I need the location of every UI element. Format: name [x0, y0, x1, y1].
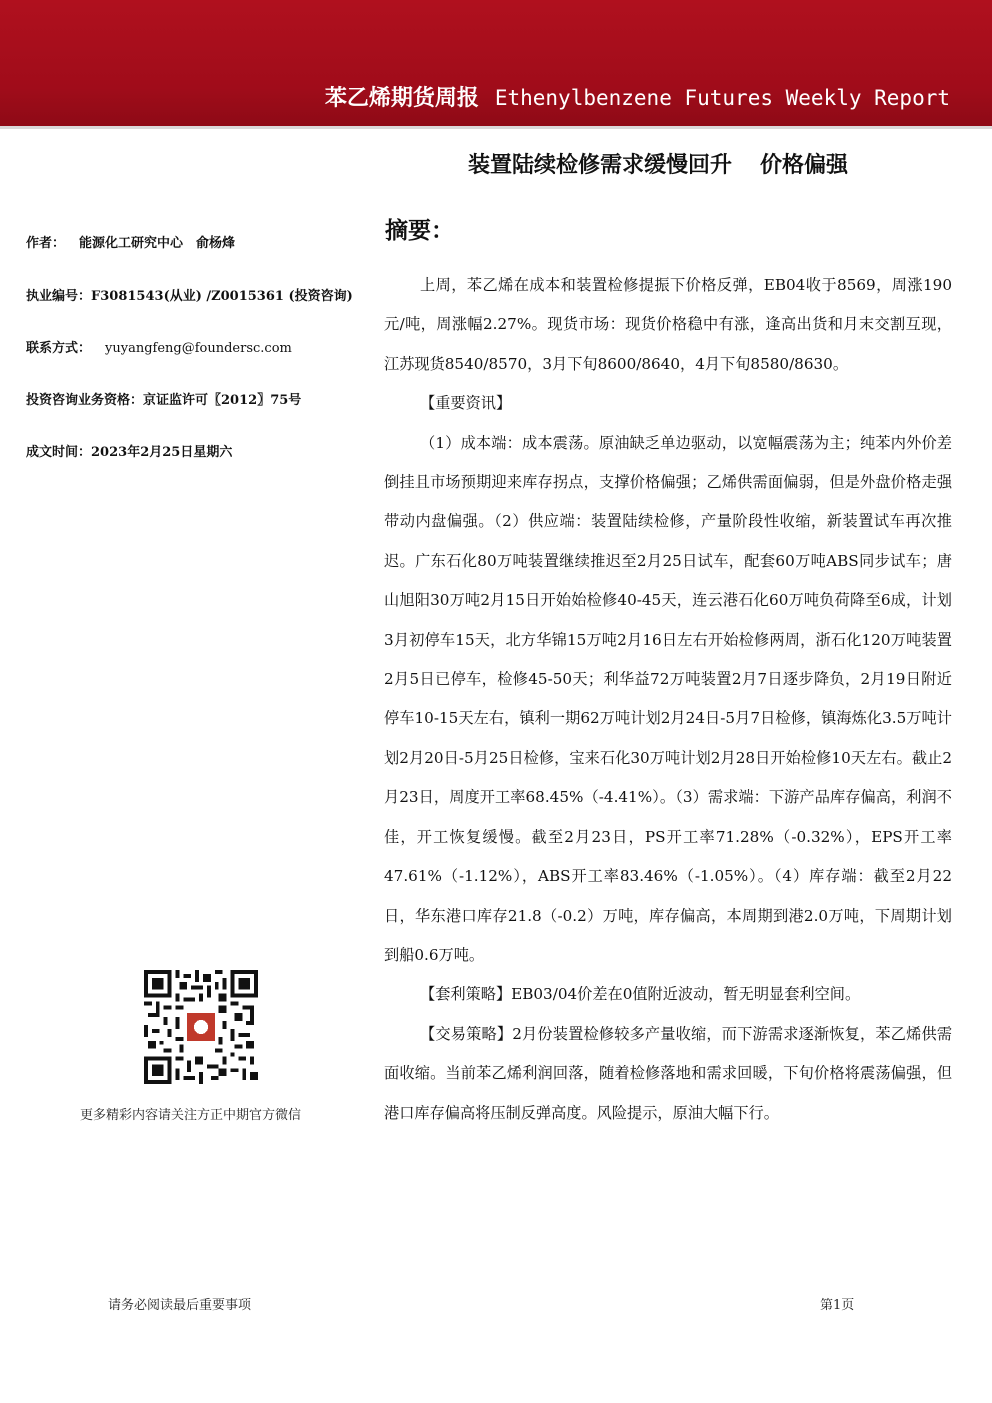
- headline-part1: 装置陆续检修需求缓慢回升: [468, 153, 733, 178]
- license-value: F3081543(从业) /Z0015361 (投资咨询): [91, 289, 353, 304]
- headline-part2: 价格偏强: [760, 153, 849, 178]
- report-title-zh: 苯乙烯期货周报: [324, 86, 479, 111]
- abstract-para-market: 上周，苯乙烯在成本和装置检修提振下价格反弹，EB04收于8569，周涨190元/吨，周涨幅2.27%。现货市场：现货价格稳中有涨，逢高出货和月末交割互现，江苏现货8540/8570，3月下旬8600/8640，4月下旬8580/8630。: [384, 276, 952, 373]
- report-title-en: Ethenylbenzene Futures Weekly Report: [494, 86, 950, 110]
- contact-email[interactable]: yuyangfeng@foundersc.com: [105, 341, 292, 356]
- qualification-line: [26, 389, 301, 408]
- date-line: [26, 441, 232, 460]
- author-value: 能源化工研究中心 俞杨烽: [79, 236, 236, 251]
- news-tag: 【重要资讯】: [420, 394, 512, 413]
- page-number: 第1页: [820, 1298, 855, 1313]
- arbitrage-text: EB03/04价差在0值附近波动，暂无明显套利空间。: [511, 985, 861, 1004]
- qr-code-icon: [144, 970, 258, 1084]
- arbitrage-strategy: [384, 975, 952, 1014]
- author-label: 作者：: [26, 236, 66, 251]
- qualification-label: 投资咨询业务资格：: [26, 393, 144, 408]
- abstract-body: [384, 266, 952, 1133]
- date-label: 成文时间：: [26, 445, 92, 460]
- arbitrage-tag: 【套利策略】: [420, 985, 512, 1004]
- trading-tag: 【交易策略】: [420, 1024, 513, 1043]
- headline: [468, 148, 848, 184]
- trading-strategy: [384, 1015, 952, 1133]
- author-line: [26, 232, 235, 251]
- footer-note: 请务必阅读最后重要事项: [108, 1298, 252, 1313]
- license-line: [26, 285, 353, 304]
- trading-text: 2月份装置检修较多产量收缩，而下游需求逐渐恢复，苯乙烯供需面收缩。当前苯乙烯利润回落，随着检修落地和需求回暖，下旬价格将震荡偏强，但港口库存偏高将压制反弹高度。风险提示，原油大幅下行。: [384, 1024, 953, 1122]
- contact-label: 联系方式：: [26, 341, 92, 356]
- date-value: 2023年2月25日星期六: [91, 445, 233, 460]
- header-divider: [0, 126, 992, 129]
- qr-caption: 更多精彩内容请关注方正中期官方微信: [80, 1108, 302, 1123]
- report-title: [325, 82, 950, 114]
- abstract-title: 摘要：: [385, 218, 454, 244]
- abstract-para-news: （1）成本端：成本震荡。原油缺乏单边驱动，以宽幅震荡为主；纯苯内外价差倒挂且市场预期迎来库存拐点，支撑价格偏强；乙烯供需面偏弱，但是外盘价格走强带动内盘偏强。（2）供应端：装置陆续检修，产量阶段性收缩，新装置试车再次推迟。广东石化80万吨装置继续推迟至2月25日试车，配套60万吨ABS同步试车；唐山旭阳30万吨2月15日开始始检修40-45天，连云港石化60万吨负荷降至6成，计划3月初停车15天，北方华锦15万吨2月16日左右开始检修两周，浙石化120万吨装置2月5日已停车，检修45-50天；利华益72万吨装置2月7日逐步降负，2月19日附近停车10-15天左右，镇利一期62万吨计划2月24日-5月7日检修，镇海炼化3.5万吨计划2月20日-5月25日检修，宝来石化30万吨计划2月28日开始检修10天左右。截止2月23日，周度开工率68.45%（-4.41%）。（3）需求端：下游产品库存偏高，利润不佳，开工恢复缓慢。截至2月23日，PS开工率71.28%（-0.32%），EPS开工率47.61%（-1.12%），ABS开工率83.46%（-1.05%）。（4）库存端：截至2月22日，华东港口库存21.8（-0.2）万吨，库存偏高，本周期到港2.0万吨，下周期计划到船0.6万吨。: [384, 433, 952, 964]
- qualification-value: 京证监许可〖2012〗75号: [143, 393, 302, 408]
- contact-line: [26, 337, 292, 356]
- license-label: 执业编号：: [26, 289, 92, 304]
